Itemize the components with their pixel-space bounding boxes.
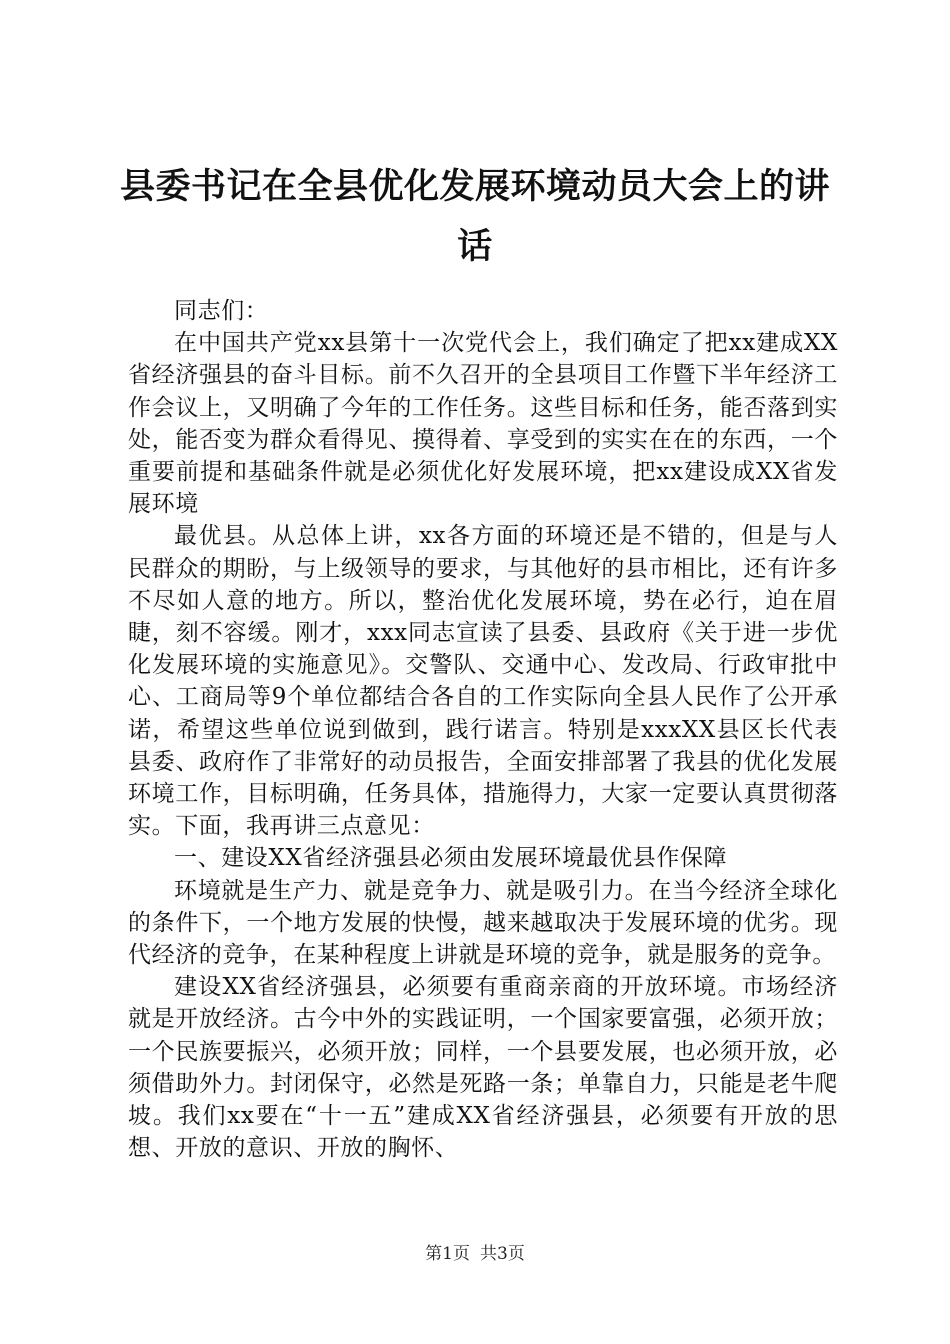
total-pages: 共3页 (480, 1244, 525, 1264)
page-footer (0, 1242, 950, 1266)
body-paragraph: 最优县。从总体上讲，xx各方面的环境还是不错的，但是与人民群众的期盼，与上级领导的要求，与其他好的县市相比，还有许多不尽如人意的地方。所以，整治优化发展环境，势在必行，迫在眉睫，刻不容缓。刚才，xxx同志宣读了县委、县政府《关于进一步优化发展环境的实施意见》。交警队、交通中心、发改局、行政审批中心、工商局等9个单位都结合各自的工作实际向全县人民作了公开承诺，希望这些单位说到做到，践行诺言。特别是xxxXX县区长代表县委、政府作了非常好的动员报告，全面安排部署了我县的优化发展环境工作，目标明确，任务具体，措施得力，大家一定要认真贯彻落实。下面，我再讲三点意见： (128, 523, 838, 840)
page-number: 第1页 (425, 1244, 470, 1264)
document-title: 县委书记在全县优化发展环境动员大会上的讲话 (119, 167, 830, 267)
body-paragraph: 建设XX省经济强县，必须要有重商亲商的开放环境。市场经济就是开放经济。古今中外的实践证明，一个国家要富强，必须开放；一个民族要振兴，必须开放；同样，一个县要发展，也必须开放，必须借助外力。封闭保守，必然是死路一条；单靠自力，只能是老牛爬坡。我们xx要在“十一五”建成XX省经济强县，必须要有开放的思想、开放的意识、开放的胸怀、 (128, 974, 838, 1162)
body-paragraph: 在中国共产党xx县第十一次党代会上，我们确定了把xx建成XX省经济强县的奋斗目标。前不久召开的全县项目工作暨下半年经济工作会议上，又明确了今年的工作任务。这些目标和任务，能否落到实处，能否变为群众看得见、摸得着、享受到的实实在在的东西，一个重要前提和基础条件就是必须优化好发展环境，把xx建设成XX省发展环境 (128, 330, 838, 518)
section-heading: 一、建设XX省经济强县必须由发展环境最优县作保障 (174, 845, 728, 872)
document-body (128, 295, 838, 1164)
body-paragraph: 环境就是生产力、就是竞争力、就是吸引力。在当今经济全球化的条件下，一个地方发展的快慢，越来越取决于发展环境的优劣。现代经济的竞争，在某种程度上讲就是环境的竞争，就是服务的竞争。 (128, 877, 838, 969)
salutation-paragraph: 同志们： (174, 298, 269, 324)
